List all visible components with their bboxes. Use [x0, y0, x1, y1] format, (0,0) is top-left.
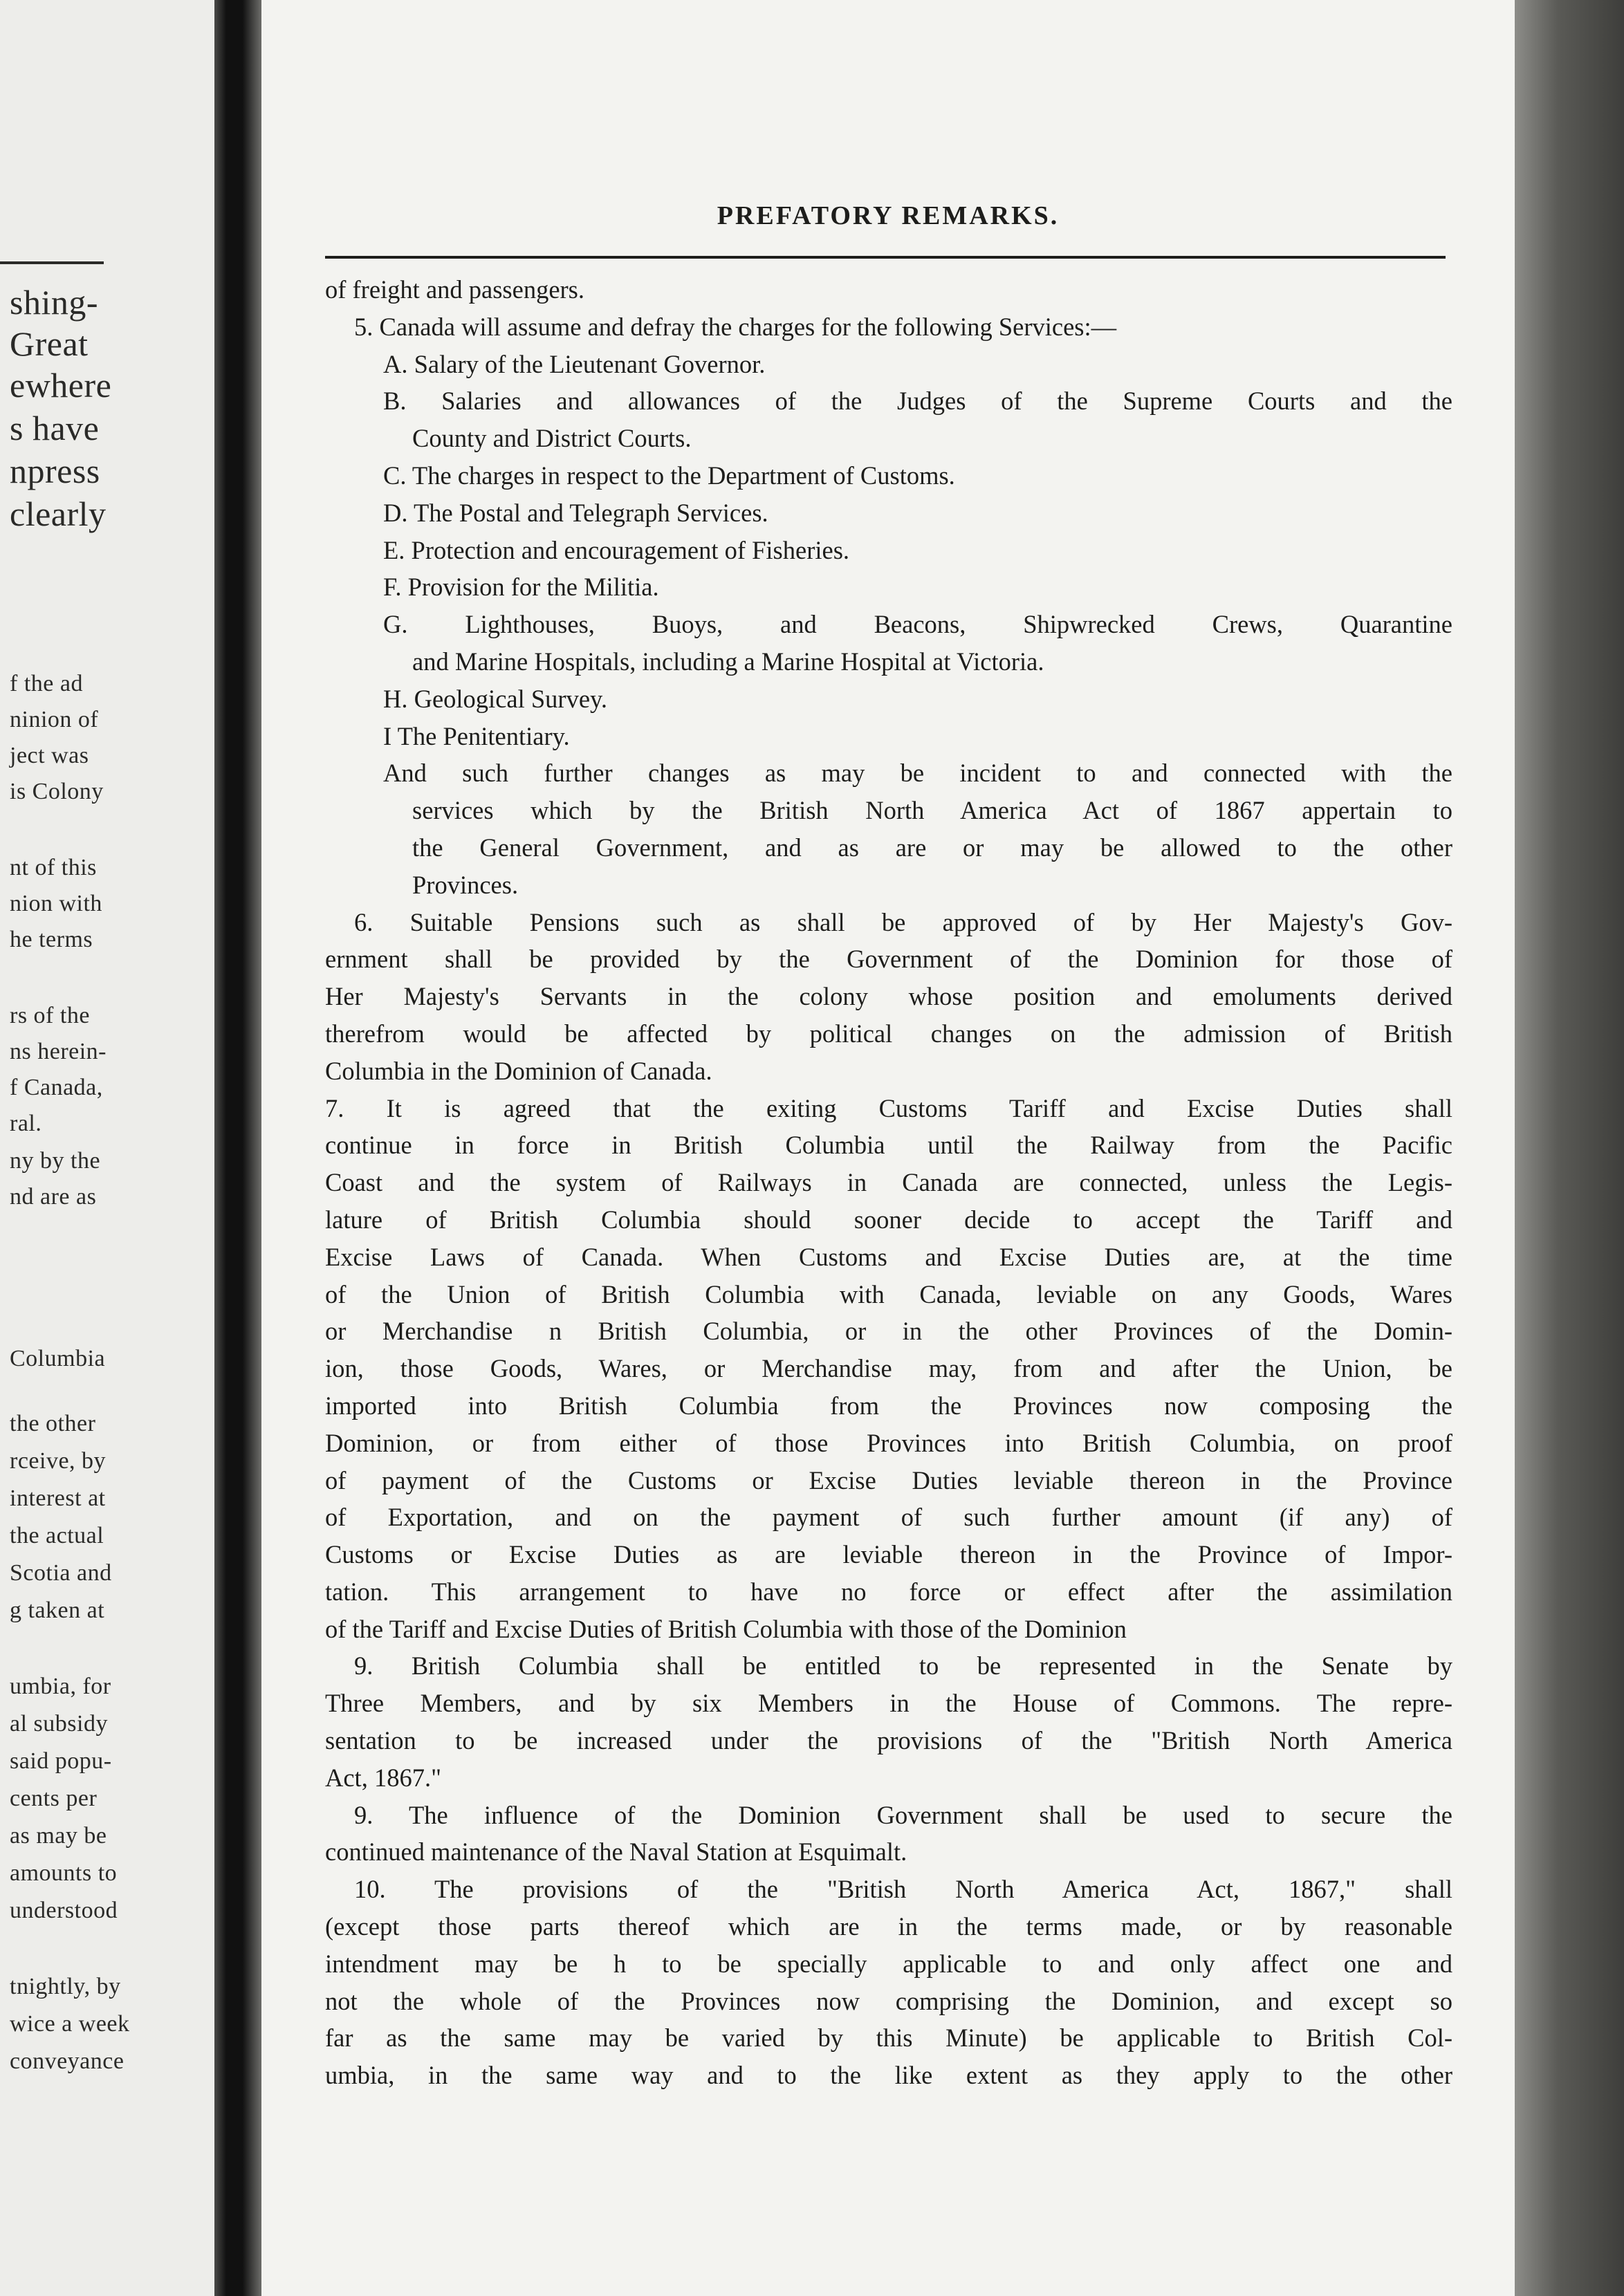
body-line: intendment may be h to be specially applicable to and only affect one and — [325, 1949, 1452, 1978]
body-line: ion, those Goods, Wares, or Merchandise may, from and after the Union, be — [325, 1354, 1452, 1383]
body-line: of Exportation, and on the payment of such further amount (if any) of — [325, 1503, 1452, 1532]
body-line: of the Tariff and Excise Duties of British Columbia with those of the Dominion — [325, 1614, 1127, 1643]
body-line: umbia, in the same way and to the like extent as they apply to the other — [325, 2061, 1452, 2090]
left-page-text-fragment: interest at — [10, 1485, 106, 1511]
left-page-text-fragment: understood — [10, 1898, 118, 1923]
body-line: H. Geological Survey. — [383, 684, 608, 713]
body-line: (except those parts thereof which are in the terms made, or by reasonable — [325, 1912, 1452, 1941]
left-page-text-fragment: Great — [10, 324, 89, 363]
body-line: G. Lighthouses, Buoys, and Beacons, Shipwrecked Crews, Quarantine — [383, 610, 1452, 639]
left-page-text-fragment: is Colony — [10, 779, 104, 804]
body-line: imported into British Columbia from the Provinces now composing the — [325, 1391, 1452, 1420]
body-line: of the Union of British Columbia with Canada, leviable on any Goods, Wares — [325, 1279, 1452, 1308]
left-page-text-fragment: nion with — [10, 891, 102, 916]
body-line: continued maintenance of the Naval Station at Esquimalt. — [325, 1837, 907, 1867]
left-page-text-fragment: shing- — [10, 283, 98, 322]
body-line: or Merchandise n British Columbia, or in the other Provinces of the Domin- — [325, 1317, 1452, 1346]
left-page-text-fragment: ny by the — [10, 1148, 101, 1174]
left-page-text-fragment: f Canada, — [10, 1075, 103, 1100]
body-line: of payment of the Customs or Excise Duties leviable thereon in the Province — [325, 1465, 1452, 1494]
left-page-text-fragment: the other — [10, 1411, 96, 1436]
left-page-text-fragment: rs of the — [10, 1003, 90, 1028]
body-line: continue in force in British Columbia until the Railway from the Pacific — [325, 1131, 1452, 1160]
left-page-text-fragment: ral. — [10, 1111, 42, 1136]
left-page-text-fragment: ninion of — [10, 707, 99, 732]
left-page-text-fragment: conveyance — [10, 2048, 124, 2074]
body-line: Excise Laws of Canada. When Customs and Excise Duties are, at the time — [325, 1242, 1452, 1271]
left-page-text-fragment: cents per — [10, 1786, 98, 1811]
left-page-text-fragment: g taken at — [10, 1598, 105, 1623]
body-line: Customs or Excise Duties as are leviable thereon in the Province of Impor- — [325, 1540, 1452, 1569]
left-page-text-fragment: rceive, by — [10, 1448, 107, 1474]
left-page-fragment — [0, 0, 214, 2296]
header-rule — [325, 256, 1446, 259]
body-line: And such further changes as may be incident to and connected with the — [383, 759, 1452, 788]
body-line: Coast and the system of Railways in Canada are connected, unless the Legis- — [325, 1168, 1452, 1197]
left-page-text-fragment: umbia, for — [10, 1674, 111, 1699]
left-page-text-fragment: Columbia — [10, 1346, 106, 1371]
left-page-text-fragment: tnightly, by — [10, 1974, 121, 1999]
body-line: 5. Canada will assume and defray the charges for the following Services:— — [354, 312, 1117, 341]
body-line: D. The Postal and Telegraph Services. — [383, 498, 768, 527]
body-line: of freight and passengers. — [325, 275, 585, 304]
left-page-rule — [0, 261, 104, 264]
body-line: lature of British Columbia should sooner decide to accept the Tariff and — [325, 1205, 1452, 1234]
left-page-text-fragment: nt of this — [10, 855, 97, 880]
body-text — [325, 271, 1452, 2094]
body-line: 9. The influence of the Dominion Government shall be used to secure the — [354, 1800, 1452, 1829]
left-page-text-fragment: he terms — [10, 927, 93, 952]
left-page-text-fragment: the actual — [10, 1523, 104, 1548]
body-line: therefrom would be affected by political changes on the admission of British — [325, 1019, 1452, 1048]
body-line: County and District Courts. — [412, 424, 692, 453]
book-gutter — [214, 0, 261, 2296]
body-line: F. Provision for the Militia. — [383, 573, 659, 602]
page-header: PREFATORY REMARKS. — [717, 201, 1060, 230]
body-line: 10. The provisions of the "British North America Act, 1867," shall — [354, 1875, 1452, 1904]
body-line: Provinces. — [412, 870, 519, 899]
page-edge — [1515, 0, 1624, 2296]
body-line: ernment shall be provided by the Government of the Dominion for those of — [325, 945, 1452, 974]
body-line: Columbia in the Dominion of Canada. — [325, 1056, 712, 1085]
body-line: E. Protection and encouragement of Fisheries. — [383, 535, 850, 564]
left-page-text-fragment: as may be — [10, 1823, 107, 1849]
body-line: Her Majesty's Servants in the colony whose position and emoluments derived — [325, 982, 1452, 1011]
left-page-text-fragment: wice a week — [10, 2011, 130, 2037]
left-page-text-fragment: npress — [10, 452, 100, 490]
body-line: 6. Suitable Pensions such as shall be approved of by Her Majesty's Gov- — [354, 907, 1452, 936]
left-page-text-fragment: Scotia and — [10, 1560, 112, 1586]
left-page-text-fragment: amounts to — [10, 1860, 118, 1886]
body-line: 7. It is agreed that the exiting Customs Tariff and Excise Duties shall — [325, 1093, 1452, 1122]
left-page-text-fragment: ns herein- — [10, 1039, 107, 1064]
left-page-text-fragment: f the ad — [10, 671, 83, 696]
body-line: not the whole of the Provinces now comprising the Dominion, and except so — [325, 1986, 1452, 2015]
body-line: far as the same may be varied by this Minute) be applicable to British Col- — [325, 2024, 1452, 2053]
left-page-text-fragment: s have — [10, 409, 100, 447]
body-line: services which by the British North America Act of 1867 appertain to — [412, 796, 1452, 825]
left-page-text-fragment: nd are as — [10, 1184, 97, 1210]
left-page-text-fragment: said popu- — [10, 1748, 112, 1774]
body-line: the General Government, and as are or may be allowed to the other — [412, 833, 1452, 862]
body-line: B. Salaries and allowances of the Judges of the Supreme Courts and the — [383, 387, 1452, 416]
body-line: sentation to be increased under the provisions of the "British North America — [325, 1726, 1452, 1755]
body-line: C. The charges in respect to the Department of Customs. — [383, 461, 955, 490]
body-line: Act, 1867." — [325, 1763, 441, 1792]
body-line: Three Members, and by six Members in the House of Commons. The repre- — [325, 1689, 1452, 1718]
body-line: 9. British Columbia shall be entitled to be represented in the Senate by — [354, 1651, 1452, 1681]
left-page-text-fragment: clearly — [10, 494, 107, 533]
body-line: A. Salary of the Lieutenant Governor. — [383, 349, 766, 378]
body-line: tation. This arrangement to have no force or effect after the assimilation — [325, 1577, 1452, 1606]
body-line: and Marine Hospitals, including a Marine Hospital at Victoria. — [412, 647, 1044, 676]
body-line: Dominion, or from either of those Provinces into British Columbia, on proof — [325, 1428, 1452, 1457]
main-page — [261, 0, 1515, 2296]
left-page-text-fragment: al subsidy — [10, 1711, 108, 1737]
left-page-text-fragment: ewhere — [10, 366, 112, 405]
body-line: I The Penitentiary. — [383, 721, 570, 750]
left-page-text-fragment: ject was — [10, 743, 89, 768]
